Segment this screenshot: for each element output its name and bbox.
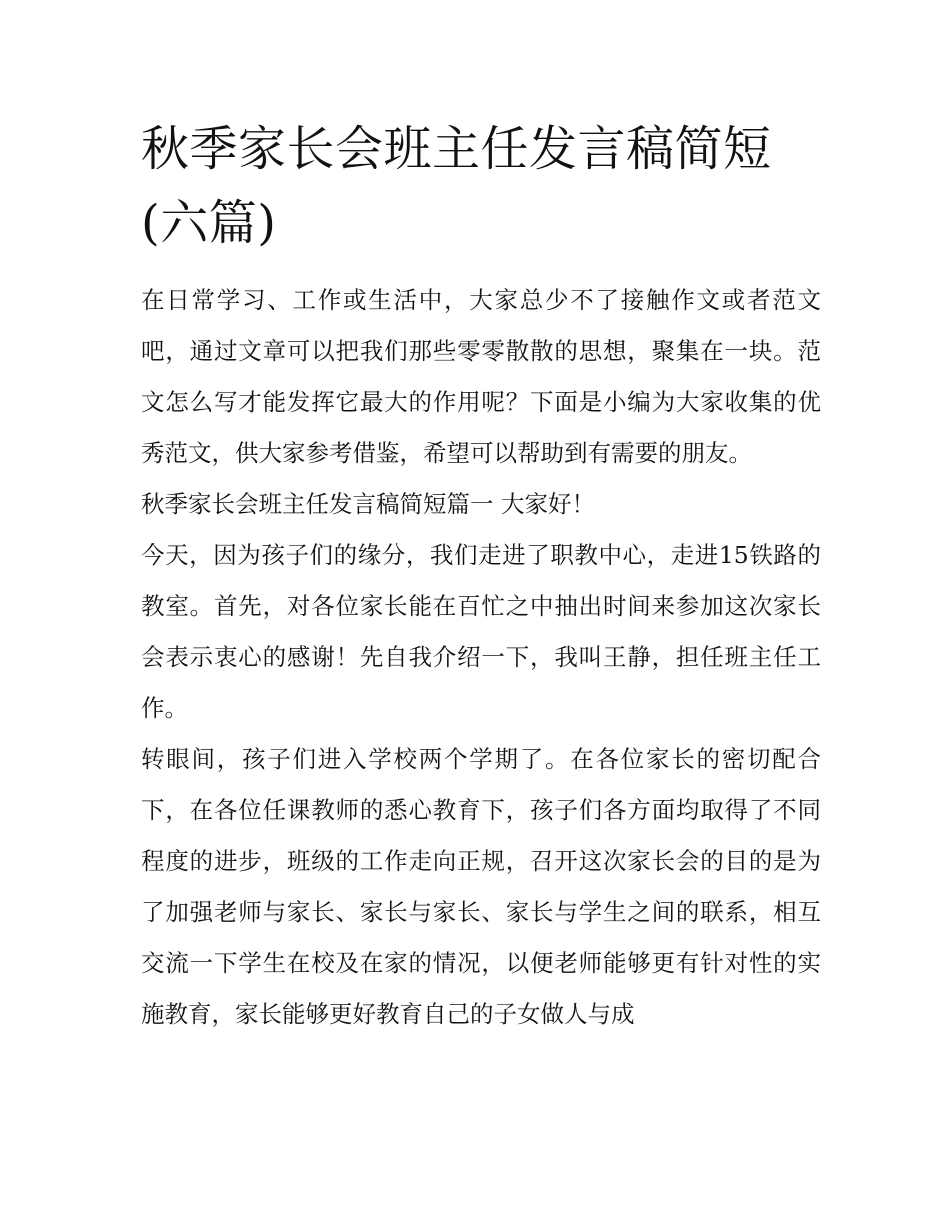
intro-paragraph: 在日常学习、工作或生活中，大家总少不了接触作文或者范文吧，通过文章可以把我们那些零零散散的思想，聚集在一块。范文怎么写才能发挥它最大的作用呢？下面是小编为大家收集的优秀范文，供大家参考借鉴，希望可以帮助到有需要的朋友。 — [141, 286, 821, 467]
document-title: 秋季家长会班主任发言稿简短(六篇) — [141, 121, 772, 251]
document-body — [141, 112, 821, 1040]
body-paragraph: 转眼间，孩子们进入学校两个学期了。在各位家长的密切配合下，在各位任课教师的悉心教育下，孩子们各方面均取得了不同程度的进步，班级的工作走向正规，召开这次家长会的目的是为了加强老师与家长、家长与家长、家长与学生之间的联系，相互交流一下学生在校及在家的情况，以便老师能够更有针对性的实施教育，家长能够更好教育自己的子女做人与成 — [141, 745, 821, 1028]
body-paragraph: 今天，因为孩子们的缘分，我们走进了职教中心，走进15铁路的教室。首先，对各位家长能在百忙之中抽出时间来参加这次家长会表示衷心的感谢！先自我介绍一下，我叫王静，担任班主任工作。 — [141, 541, 821, 722]
section-heading-paragraph: 秋季家长会班主任发言稿简短篇一 大家好！ — [141, 490, 595, 518]
